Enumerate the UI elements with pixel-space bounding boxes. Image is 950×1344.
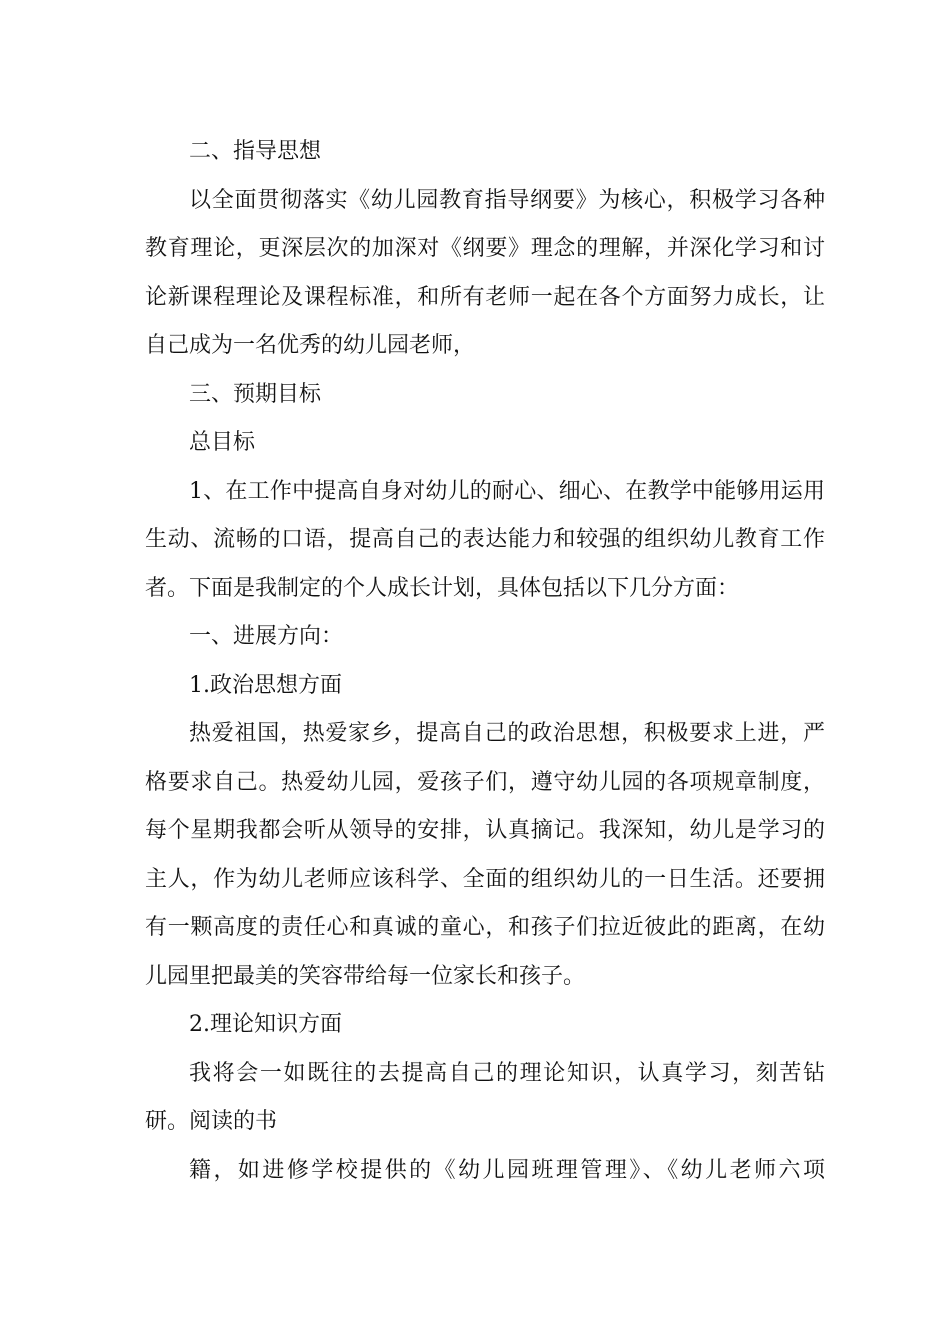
subheading-political-thought: 1.政治思想方面 — [189, 672, 342, 698]
section-heading-guiding-thought: 二、指导思想 — [189, 139, 322, 164]
paragraph-goal-one: 1、在工作中提高自身对幼儿的耐心、细心、在教学中能够用运用生动、流畅的口语，提高自己的表达能力和较强的组织幼儿教育工作者。下面是我制定的个人成长计划，具体包括以下几分方面： — [145, 478, 825, 601]
section-heading-expected-goals: 三、预期目标 — [189, 381, 322, 407]
paragraph-books-continued: 籍，如进修学校提供的《幼儿园班理管理》、《幼儿老师六项 — [189, 1157, 825, 1183]
paragraph-political-thought: 热爱祖国，热爱家乡，提高自己的政治思想，积极要求上进，严格要求自己。热爱幼儿园，爱孩子们，遵守幼儿园的各项规章制度，每个星期我都会听从领导的安排，认真摘记。我深知，幼儿是学习的主人，作为幼儿老师应该科学、全面的组织幼儿的一日生活。还要拥有一颗高度的责任心和真诚的童心，和孩子们拉近彼此的距离，在幼儿园里把最美的笑容带给每一位家长和孩子。 — [145, 721, 825, 989]
paragraph-guiding-thought: 以全面贯彻落实《幼儿园教育指导纲要》为核心，积极学习各种教育理论，更深层次的加深对《纲要》理念的理解，并深化学习和讨论新课程理论及课程标准，和所有老师一起在各个方面努力成长，让自己成为一名优秀的幼儿园老师， — [145, 187, 825, 358]
subheading-theory-knowledge: 2.理论知识方面 — [189, 1012, 342, 1037]
document-body — [145, 128, 825, 1195]
section-heading-development-direction: 一、进展方向： — [189, 624, 344, 649]
paragraph-theory-knowledge: 我将会一如既往的去提高自己的理论知识，认真学习，刻苦钻研。阅读的书 — [145, 1060, 825, 1134]
subheading-overall-goal: 总目标 — [189, 430, 256, 455]
